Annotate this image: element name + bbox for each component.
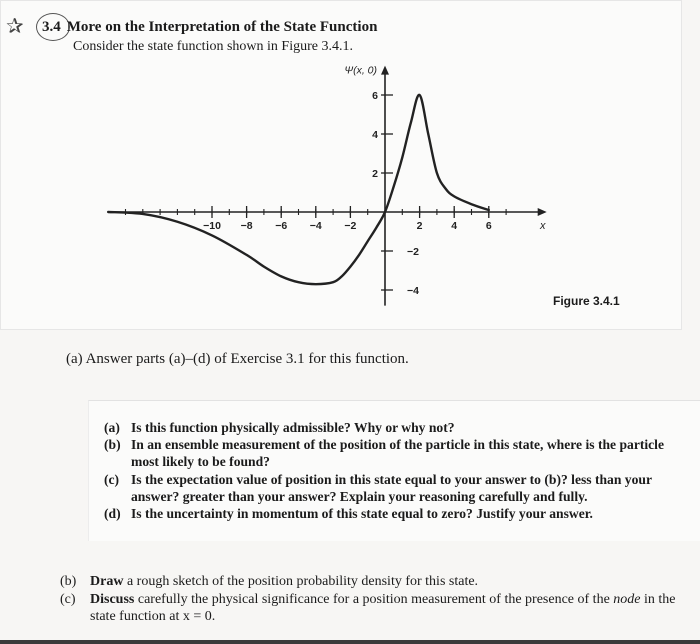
x-tick-label: −6 — [275, 220, 288, 232]
bottom-rule — [0, 640, 700, 644]
question-text: Is the uncertainty in momentum of this state equal to zero? Justify your answer. — [131, 506, 593, 522]
series-line-psi — [108, 95, 489, 284]
x-tick-label: −8 — [240, 220, 253, 232]
chart-axes — [108, 66, 547, 306]
problem-intro: Consider the state function shown in Figure 3.4.1. — [73, 39, 353, 54]
part-verb: Draw — [90, 574, 124, 589]
part-verb: Discuss — [90, 591, 135, 607]
part-rest: carefully the physical significance for a position measurement of the presence of the — [134, 591, 614, 607]
problem-number: 3.4 — [42, 19, 61, 35]
question-item — [104, 471, 694, 505]
x-tick-label: 6 — [485, 220, 492, 232]
part-letter: (b) — [60, 574, 77, 589]
x-tick-label: −2 — [344, 220, 357, 232]
part-item-b — [60, 573, 680, 591]
question-letter: (c) — [104, 471, 120, 487]
x-tick-label: 4 — [451, 220, 458, 232]
question-letter: (d) — [104, 506, 121, 522]
part-a-intro: (a) Answer parts (a)–(d) of Exercise 3.1 for this function. — [66, 351, 409, 367]
part-item-c — [60, 591, 680, 626]
y-tick-label: 4 — [372, 129, 378, 141]
question-text: Is this function physically admissible? Why or why not? — [131, 420, 455, 435]
y-axis-arrow — [381, 66, 389, 75]
question-letter: (a) — [104, 420, 120, 435]
question-item — [104, 436, 694, 470]
part-letter: (c) — [60, 591, 76, 607]
part-tail: in the state function at x = 0. — [90, 591, 676, 624]
question-item — [104, 505, 694, 522]
part-text — [90, 573, 680, 591]
y-axis-label: Ψ(x, 0) — [344, 64, 377, 77]
star-icon: ✰ — [6, 14, 24, 38]
exercise-question-list — [104, 419, 694, 522]
y-tick-label: 6 — [372, 90, 378, 102]
question-item — [104, 419, 694, 436]
y-tick-label: 2 — [372, 168, 378, 180]
problem-title: More on the Interpretation of the State Function — [66, 19, 378, 35]
x-tick-label: −4 — [309, 220, 322, 232]
x-axis-label: x — [539, 220, 546, 232]
question-text: Is the expectation value of position in this state equal to your answer to (b)? less than your answer? greater than your answer? Explain your reasoning carefully and fully. — [131, 471, 652, 504]
y-tick-label: −4 — [407, 285, 419, 297]
part-rest: a rough sketch of the position probability density for this state. — [123, 574, 479, 589]
chart-labels — [203, 65, 546, 297]
figure-caption: Figure 3.4.1 — [553, 294, 620, 308]
x-axis-arrow — [538, 208, 547, 216]
problem-parts-list — [60, 573, 680, 626]
part-text — [90, 591, 680, 626]
question-letter: (b) — [104, 437, 121, 453]
question-text: In an ensemble measurement of the position of the particle in this state, where is the particle most likely to be found? — [131, 437, 664, 470]
y-tick-label: −2 — [407, 246, 419, 258]
x-tick-label: 2 — [416, 220, 423, 232]
node-term: node — [613, 591, 641, 607]
x-tick-label: −10 — [203, 220, 221, 232]
